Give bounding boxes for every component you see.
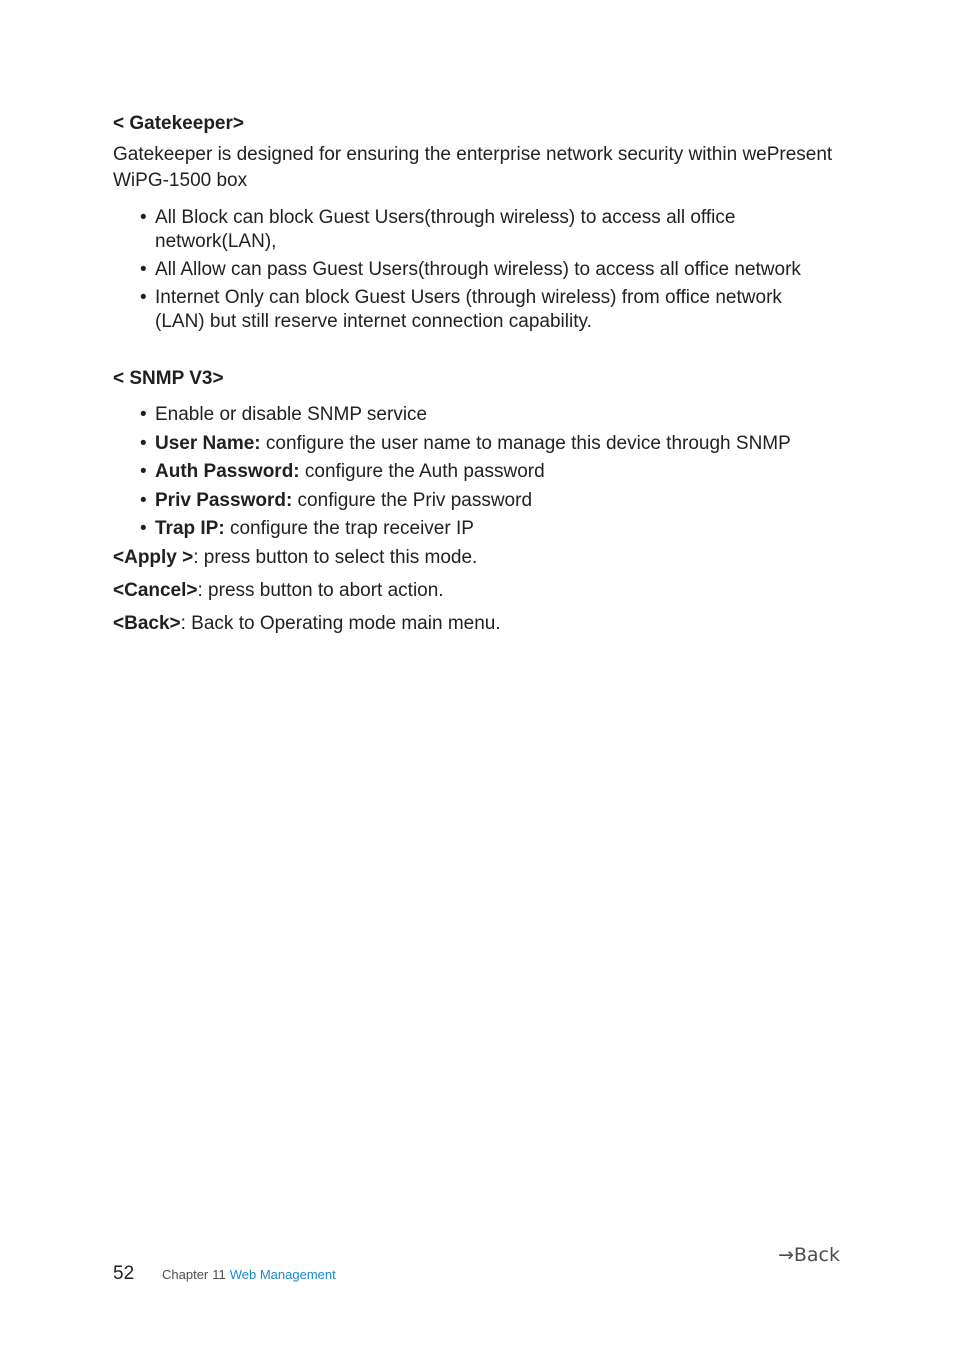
snmp-heading: < SNMP V3>	[113, 368, 224, 389]
page-number: 52	[113, 1263, 135, 1284]
snmp-item-priv-password	[155, 489, 833, 513]
gatekeeper-item-all-allow: • All Allow can pass Guest Users(through wireless) to access all office network	[155, 258, 833, 282]
apply-text: : press button to select this mode.	[193, 546, 478, 568]
snmp-item-user-name	[155, 432, 833, 456]
snmp-item-enable	[155, 403, 833, 427]
chapter-number: 11	[212, 1267, 226, 1282]
snmp-item-label: Auth Password:	[155, 461, 300, 482]
back-description	[113, 612, 833, 636]
gatekeeper-item-internet-only: • Internet Only can block Guest Users (through wireless) from office network (LAN) but still reserve internet connection capability.	[155, 286, 833, 334]
snmp-item-text: configure the Auth password	[299, 461, 545, 482]
page-footer	[113, 1263, 336, 1285]
snmp-item-label: Trap IP:	[155, 518, 225, 539]
snmp-item-text: Enable or disable SNMP service	[155, 404, 428, 425]
page-content	[113, 112, 833, 636]
snmp-item-auth-password	[155, 460, 833, 484]
apply-label: <Apply >	[113, 546, 194, 568]
cancel-text: : press button to abort action.	[197, 579, 444, 601]
gatekeeper-description: Gatekeeper is designed for ensuring the enterprise network security within wePresent WiPG-1500 box	[113, 144, 833, 191]
back-label: <Back>	[113, 612, 181, 634]
apply-description	[113, 546, 833, 570]
snmp-item-trap-ip	[155, 517, 833, 541]
chapter-label: Chapter	[162, 1267, 209, 1282]
snmp-item-label: User Name:	[155, 432, 261, 454]
back-text: : Back to Operating mode main menu.	[180, 612, 501, 634]
gatekeeper-heading: < Gatekeeper>	[113, 113, 244, 134]
section-title: Web Management	[229, 1267, 336, 1282]
snmp-list	[113, 403, 833, 541]
cancel-description	[113, 579, 833, 603]
gatekeeper-item-all-block: • All Block can block Guest Users(through wireless) to access all office network(LAN),	[155, 206, 833, 254]
gatekeeper-list	[113, 206, 833, 334]
snmp-item-label: Priv Password:	[155, 489, 293, 511]
snmp-item-text: configure the Priv password	[292, 489, 533, 511]
snmp-item-text: configure the user name to manage this device through SNMP	[260, 432, 791, 454]
cancel-label: <Cancel>	[113, 579, 198, 601]
snmp-item-text: configure the trap receiver IP	[224, 518, 474, 539]
back-link[interactable]: →Back	[777, 1244, 840, 1266]
